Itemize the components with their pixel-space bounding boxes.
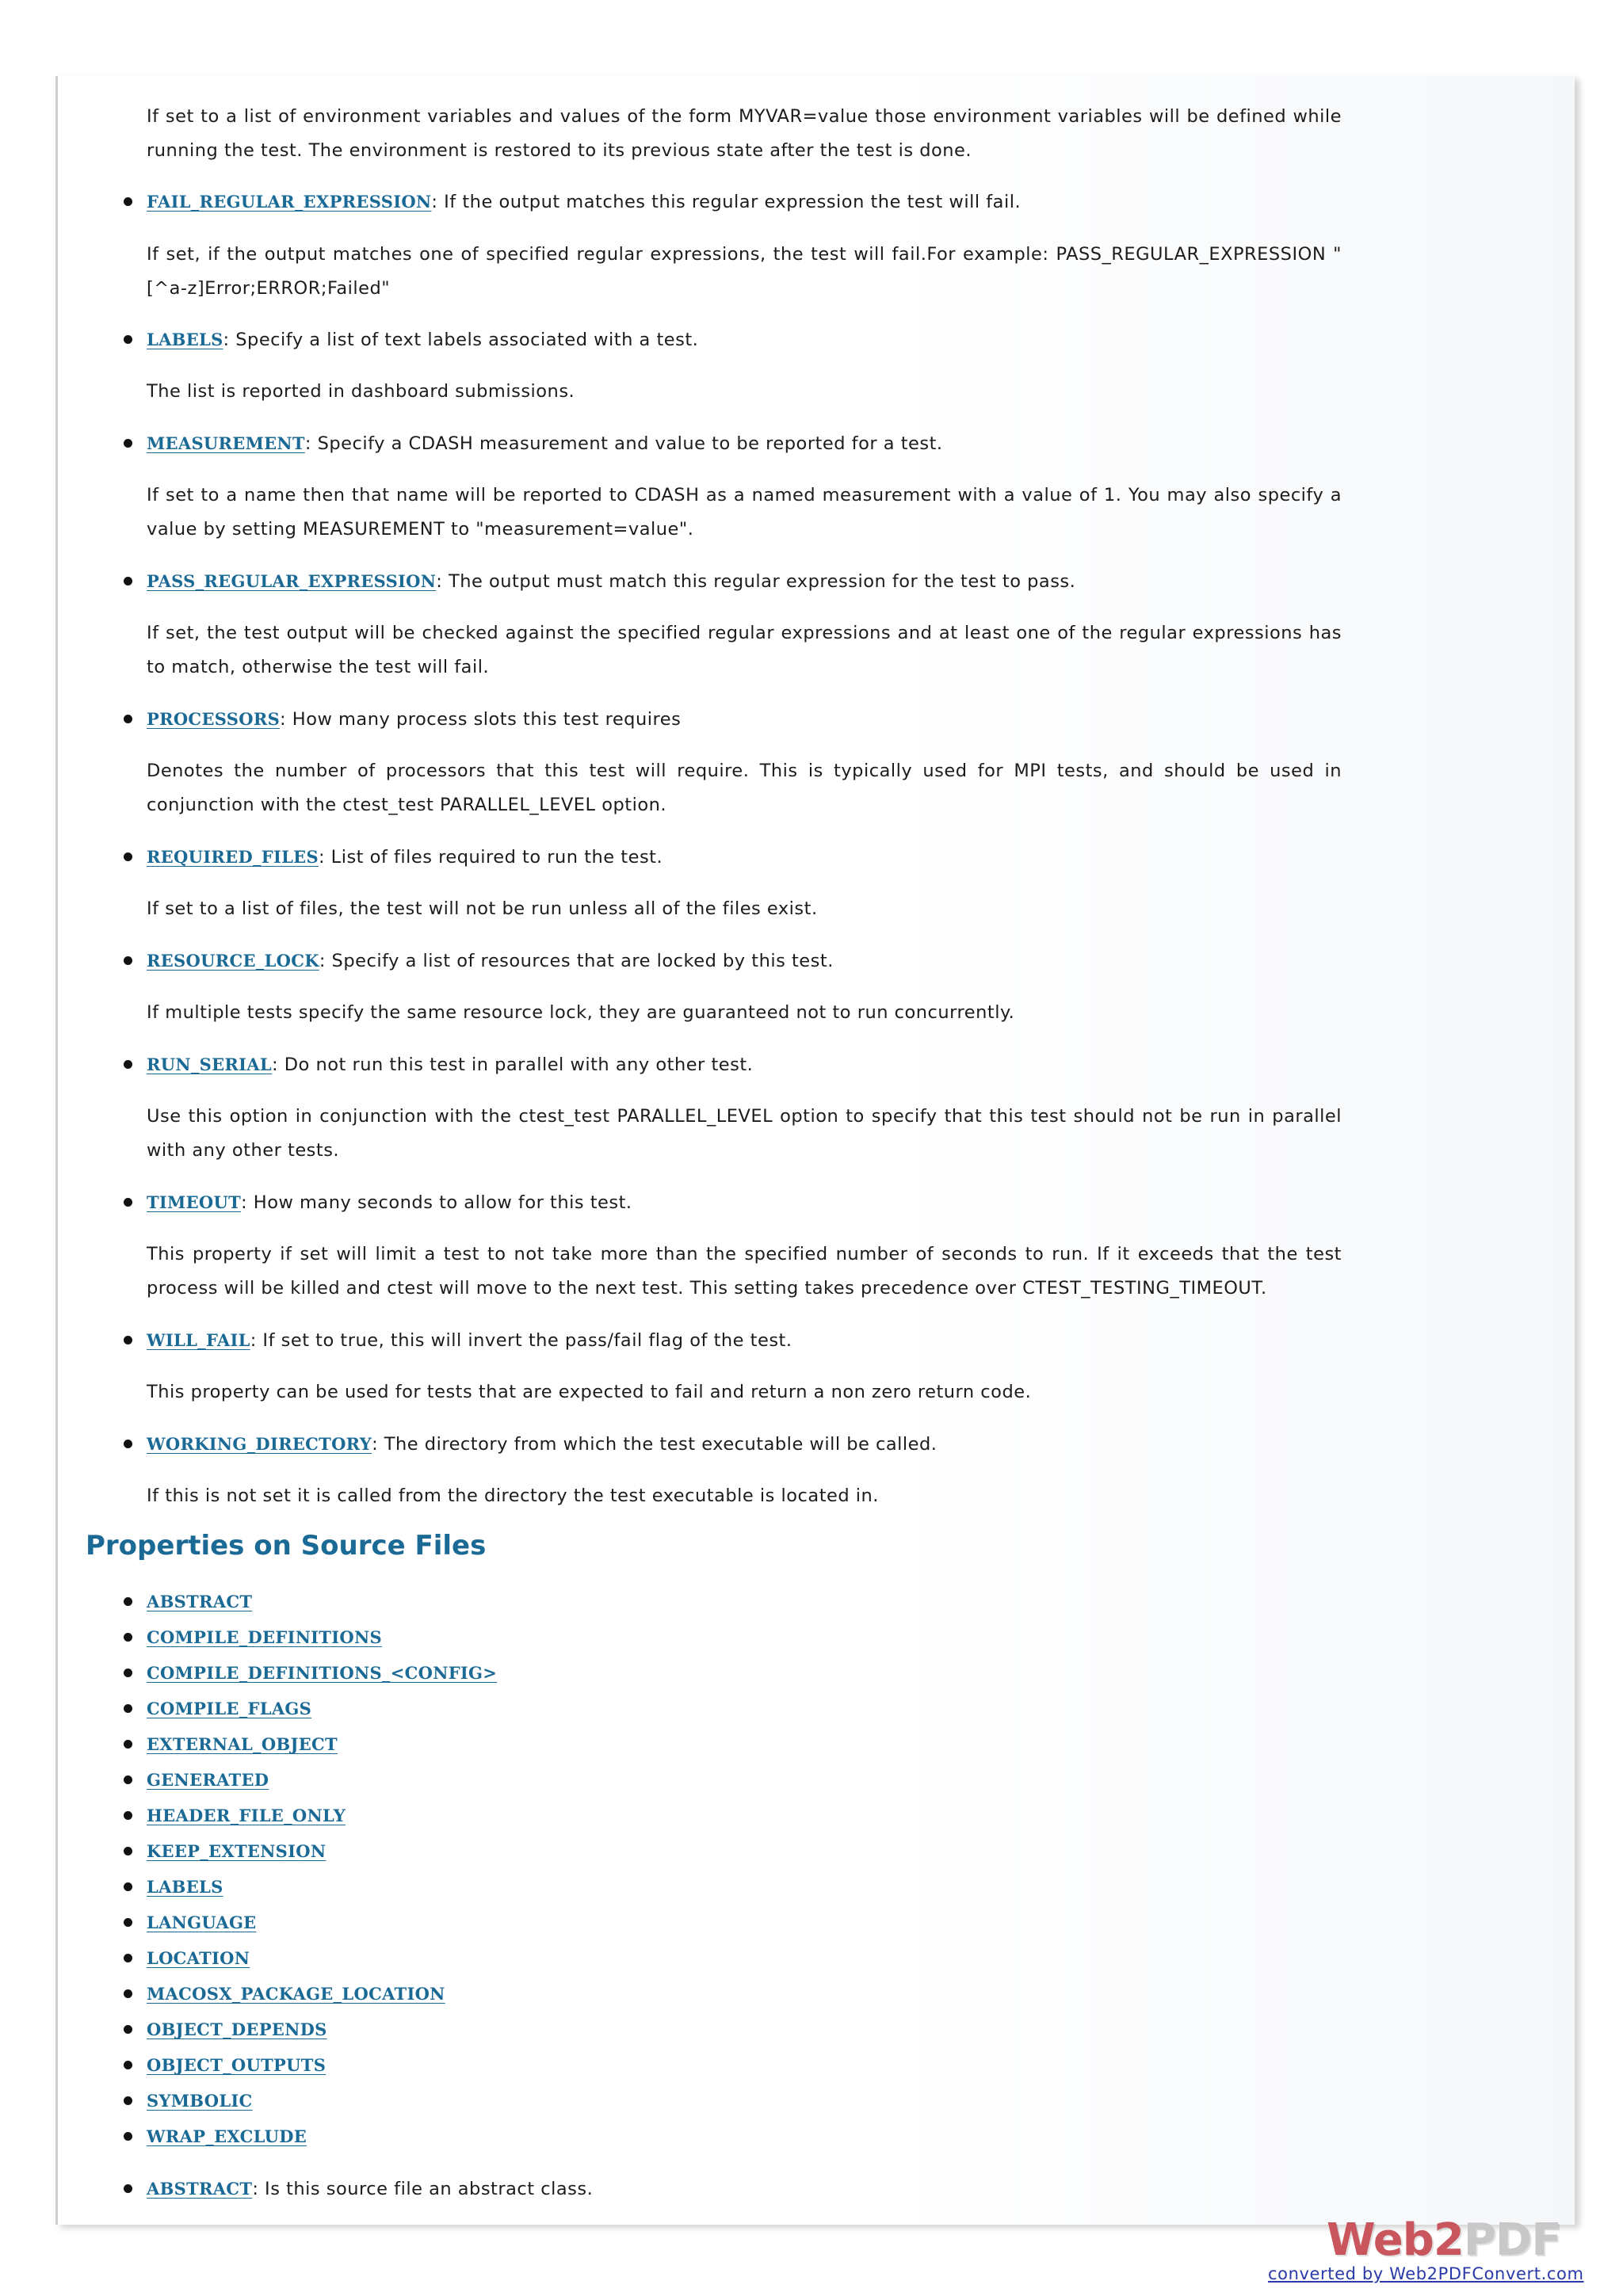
index-link-macosx-package-location[interactable]: MACOSX_PACKAGE_LOCATION — [147, 1984, 445, 2004]
working-directory-description: If this is not set it is called from the directory the test executable is located in. — [147, 1486, 879, 1506]
index-item — [147, 1620, 1342, 1655]
index-link-object-outputs[interactable]: OBJECT_OUTPUTS — [147, 2055, 327, 2075]
property-summary: : If the output matches this regular expression the test will fail. — [431, 192, 1022, 212]
resource-lock-description: If multiple tests specify the same resource lock, they are guaranteed not to run concurrently. — [147, 1002, 1015, 1023]
section-heading-source-files: Properties on Source Files — [86, 1530, 487, 1562]
index-item — [147, 2084, 1342, 2119]
index-item — [147, 1798, 1342, 1833]
bullet-icon — [124, 1198, 132, 1207]
timeout-description: This property if set will limit a test to not take more than the specified number of seconds to run. If it exceeds that the test process will be killed and ctest will move to the next test. This setting takes precedence over CTEST_TESTING_TIMEOUT. — [147, 1244, 1342, 1299]
run-serial-description: Use this option in conjunction with the ctest_test PARALLEL_LEVEL option to specify that this test should not be run in parallel with any other tests. — [147, 1106, 1342, 1161]
index-link-labels[interactable]: LABELS — [147, 1877, 223, 1897]
property-summary: : Specify a CDASH measurement and value to be reported for a test. — [304, 433, 943, 454]
index-item — [147, 1905, 1342, 1940]
index-link-abstract[interactable]: ABSTRACT — [147, 1592, 253, 1611]
list-item-timeout — [147, 1185, 1342, 1220]
property-summary: : If set to true, this will invert the pass/fail flag of the test. — [250, 1330, 792, 1351]
index-item — [147, 1727, 1342, 1762]
property-link-working-directory[interactable]: WORKING_DIRECTORY — [147, 1434, 372, 1454]
index-item — [147, 1977, 1342, 2012]
will-fail-description: This property can be used for tests that are expected to fail and return a non zero return code. — [147, 1382, 1032, 1402]
bullet-icon — [124, 956, 132, 965]
property-link-will-fail[interactable]: WILL_FAIL — [147, 1330, 250, 1350]
bullet-icon — [124, 1633, 132, 1642]
property-link-resource-lock[interactable]: RESOURCE_LOCK — [147, 951, 319, 971]
environment-description: If set to a list of environment variables and values of the form MYVAR=value those environment variables will be defined while running the test. The environment is restored to its previous state after the test is done. — [147, 106, 1342, 161]
bullet-icon — [124, 577, 132, 585]
index-link-symbolic[interactable]: SYMBOLIC — [147, 2091, 253, 2111]
property-link-run-serial[interactable]: RUN_SERIAL — [147, 1055, 272, 1074]
property-summary: : How many seconds to allow for this test. — [241, 1192, 632, 1213]
bullet-icon — [124, 1336, 132, 1344]
list-item-fail-regular-expression — [147, 185, 1342, 219]
bullet-icon — [124, 2025, 132, 2034]
index-link-wrap-exclude[interactable]: WRAP_EXCLUDE — [147, 2126, 307, 2146]
bullet-icon — [124, 197, 132, 206]
web2pdf-convert-link[interactable]: converted by Web2PDFConvert.com — [1268, 2264, 1584, 2283]
index-item — [147, 2012, 1342, 2047]
list-item-run-serial — [147, 1047, 1342, 1082]
property-link-measurement[interactable]: MEASUREMENT — [147, 433, 305, 453]
property-summary: : Is this source file an abstract class. — [252, 2179, 594, 2199]
index-link-generated[interactable]: GENERATED — [147, 1770, 269, 1790]
bullet-icon — [124, 1060, 132, 1069]
index-link-header-file-only[interactable]: HEADER_FILE_ONLY — [147, 1806, 346, 1825]
index-item — [147, 1763, 1342, 1798]
property-link-fail-regular-expression[interactable]: FAIL_REGULAR_EXPRESSION — [147, 192, 432, 212]
property-summary: : Do not run this test in parallel with any other test. — [271, 1055, 754, 1075]
bullet-icon — [124, 1989, 132, 1998]
index-item — [147, 2048, 1342, 2083]
property-summary: : How many process slots this test requires — [280, 709, 682, 730]
required-files-description: If set to a list of files, the test will not be run unless all of the files exist. — [147, 898, 818, 919]
bullet-icon — [124, 1954, 132, 1962]
bullet-icon — [124, 1440, 132, 1448]
bullet-icon — [124, 1740, 132, 1749]
bullet-icon — [124, 1847, 132, 1855]
index-link-compile-flags[interactable]: COMPILE_FLAGS — [147, 1699, 312, 1718]
measurement-description: If set to a name then that name will be reported to CDASH as a named measurement with a value of 1. You may also specify a value by setting MEASUREMENT to "measurement=value". — [147, 485, 1342, 540]
list-item-measurement — [147, 426, 1342, 461]
list-item-processors — [147, 702, 1342, 737]
pass-regex-description: If set, the test output will be checked against the specified regular expressions and at least one of the regular expressions has to match, otherwise the test will fail. — [147, 623, 1342, 677]
property-link-labels[interactable]: LABELS — [147, 330, 223, 349]
bullet-icon — [124, 335, 132, 344]
property-link-timeout[interactable]: TIMEOUT — [147, 1192, 242, 1212]
property-link-abstract[interactable]: ABSTRACT — [147, 2179, 253, 2199]
bullet-icon — [124, 1811, 132, 1820]
list-item-resource-lock — [147, 944, 1342, 978]
web2pdf-logo-text: Web2PDF — [1327, 2214, 1561, 2266]
index-link-keep-extension[interactable]: KEEP_EXTENSION — [147, 1841, 327, 1861]
bullet-icon — [124, 2096, 132, 2105]
fail-regex-description: If set, if the output matches one of specified regular expressions, the test will fail.For example: PASS_REGULAR_EXPRESSION "[^a-z]Error;ERROR;Failed" — [147, 244, 1342, 299]
property-summary: : The output must match this regular expression for the test to pass. — [436, 571, 1076, 592]
bullet-icon — [124, 2061, 132, 2069]
property-summary: : The directory from which the test executable will be called. — [372, 1434, 938, 1455]
labels-description: The list is reported in dashboard submissions. — [147, 381, 575, 402]
bullet-icon — [124, 2184, 132, 2193]
index-item — [147, 1585, 1342, 1619]
list-item-pass-regular-expression — [147, 564, 1342, 599]
bullet-icon — [124, 1882, 132, 1891]
bullet-icon — [124, 1775, 132, 1784]
index-item — [147, 1691, 1342, 1726]
property-summary: : Specify a list of text labels associated with a test. — [223, 330, 699, 350]
index-item — [147, 1870, 1342, 1905]
bullet-icon — [124, 852, 132, 861]
index-link-language[interactable]: LANGUAGE — [147, 1913, 257, 1932]
index-link-compile-definitions-config[interactable]: COMPILE_DEFINITIONS_<CONFIG> — [147, 1663, 498, 1683]
index-link-external-object[interactable]: EXTERNAL_OBJECT — [147, 1734, 338, 1754]
index-item — [147, 1656, 1342, 1691]
bullet-icon — [124, 1597, 132, 1606]
property-summary: : Specify a list of resources that are locked by this test. — [319, 951, 834, 971]
property-summary: : List of files required to run the test. — [318, 847, 663, 868]
list-item-labels — [147, 322, 1342, 357]
index-link-location[interactable]: LOCATION — [147, 1948, 250, 1968]
bullet-icon — [124, 2132, 132, 2141]
index-link-object-depends[interactable]: OBJECT_DEPENDS — [147, 2019, 327, 2039]
list-item-required-files — [147, 840, 1342, 875]
index-link-compile-definitions[interactable]: COMPILE_DEFINITIONS — [147, 1627, 382, 1647]
processors-description: Denotes the number of processors that this test will require. This is typically used for MPI tests, and should be used in conjunction with the ctest_test PARALLEL_LEVEL option. — [147, 761, 1342, 815]
web2pdf-logo — [1323, 2214, 1561, 2266]
index-item — [147, 1834, 1342, 1869]
list-item-abstract — [147, 2172, 1342, 2206]
property-link-pass-regular-expression[interactable]: PASS_REGULAR_EXPRESSION — [147, 571, 437, 591]
bullet-icon — [124, 1669, 132, 1677]
bullet-icon — [124, 439, 132, 448]
bullet-icon — [124, 1918, 132, 1927]
property-link-processors[interactable]: PROCESSORS — [147, 709, 281, 729]
index-item — [147, 2119, 1342, 2154]
list-item-working-directory — [147, 1427, 1342, 1462]
bullet-icon — [124, 715, 132, 723]
bullet-icon — [124, 1704, 132, 1713]
property-link-required-files[interactable]: REQUIRED_FILES — [147, 847, 319, 867]
list-item-will-fail — [147, 1323, 1342, 1358]
index-item — [147, 1941, 1342, 1976]
